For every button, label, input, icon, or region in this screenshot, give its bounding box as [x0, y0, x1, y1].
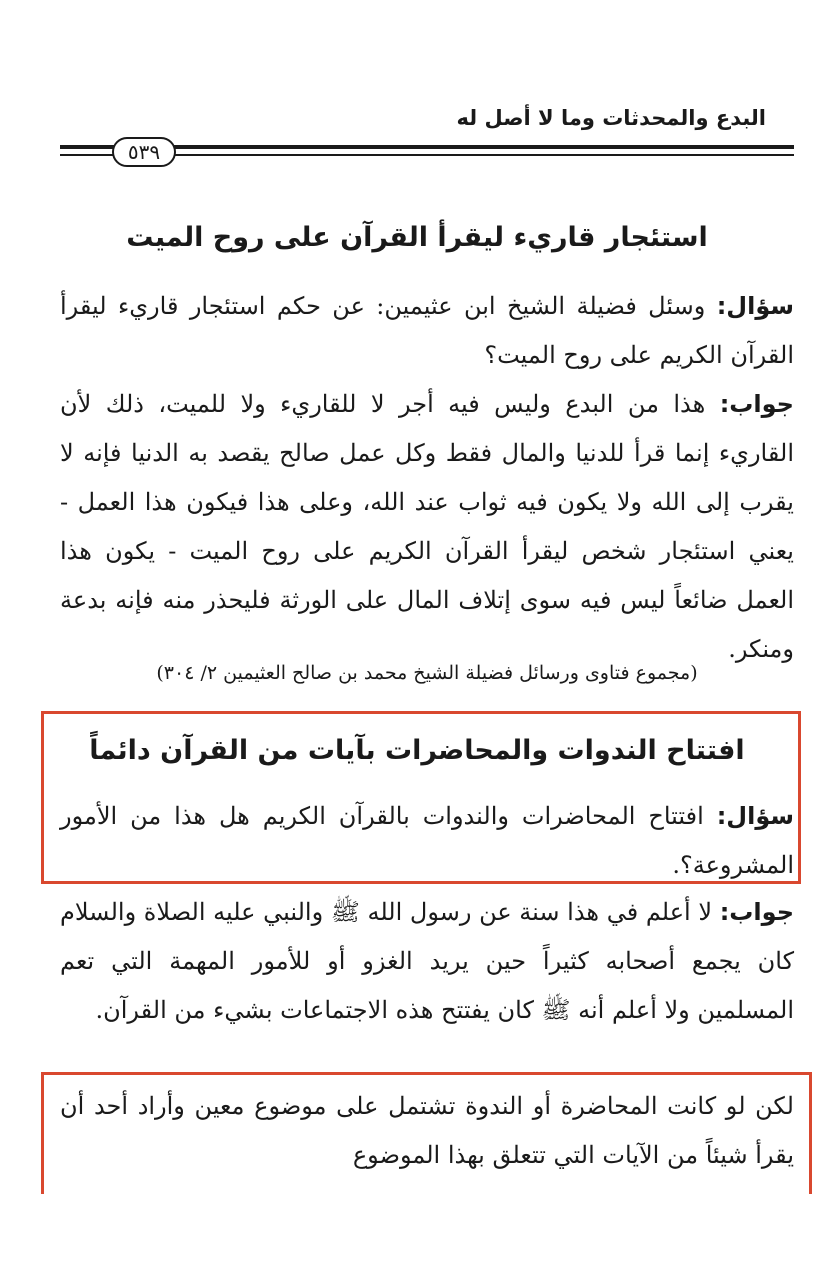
page-number: ٥٣٩ — [112, 137, 176, 167]
section-title: استئجار قاريء ليقرأ القرآن على روح الميت — [126, 222, 708, 253]
question-paragraph-2 — [60, 792, 794, 890]
answer-paragraph-2 — [60, 888, 794, 1035]
question-text-2: افتتاح المحاضرات والندوات بالقرآن الكريم هل هذا من الأمور المشروعة؟. — [60, 802, 794, 879]
answer-paragraph — [60, 380, 794, 674]
question-text: وسئل فضيلة الشيخ ابن عثيمين: عن حكم استئجار قاريء ليقرأ القرآن الكريم على روح الميت؟ — [60, 292, 794, 369]
source-reference: (مجموع فتاوى ورسائل فضيلة الشيخ محمد بن صالح العثيمين ٢/ ٣٠٤) — [156, 662, 698, 684]
continuation-paragraph — [60, 1082, 794, 1180]
answer-text-2: لا أعلم في هذا سنة عن رسول الله ﷺ والنبي عليه الصلاة والسلام كان يجمع أصحابه كثيراً حين يريد الغزو أو للأمور المهمة التي تعم المسلمين ولا أعلم أنه ﷺ كان يفتتح هذه الاجتماعات بشيء من القرآن. — [60, 898, 794, 1024]
running-title: البدع والمحدثات وما لا أصل له — [456, 106, 766, 130]
section-title-2: افتتاح الندوات والمحاضرات بآيات من القرآن دائماً — [89, 735, 745, 766]
continuation-text: لكن لو كانت المحاضرة أو الندوة تشتمل على موضوع معين وأراد أحد أن يقرأ شيئاً من الآيات التي تتعلق بهذا الموضوع — [60, 1092, 794, 1169]
question-paragraph — [60, 282, 794, 380]
question-label: سؤال: — [716, 292, 794, 320]
answer-text: هذا من البدع وليس فيه أجر لا للقاريء ولا للميت، ذلك لأن القاريء إنما قرأ للدنيا والمال فقط وكل عمل صالح يقصد به الدنيا فإنه لا يقرب إلى الله ولا يكون فيه ثواب عند الله، وعلى هذا فيكون هذا العمل - يعني استئجار شخص ليقرأ القرآن الكريم على روح الميت - يكون هذا العمل ضائعاً ليس فيه سوى إتلاف المال على الورثة فليحذر منه فإنه بدعة ومنكر. — [60, 390, 794, 663]
answer-label: جواب: — [719, 390, 794, 418]
question-label-2: سؤال: — [716, 802, 794, 830]
answer-label-2: جواب: — [719, 898, 794, 926]
